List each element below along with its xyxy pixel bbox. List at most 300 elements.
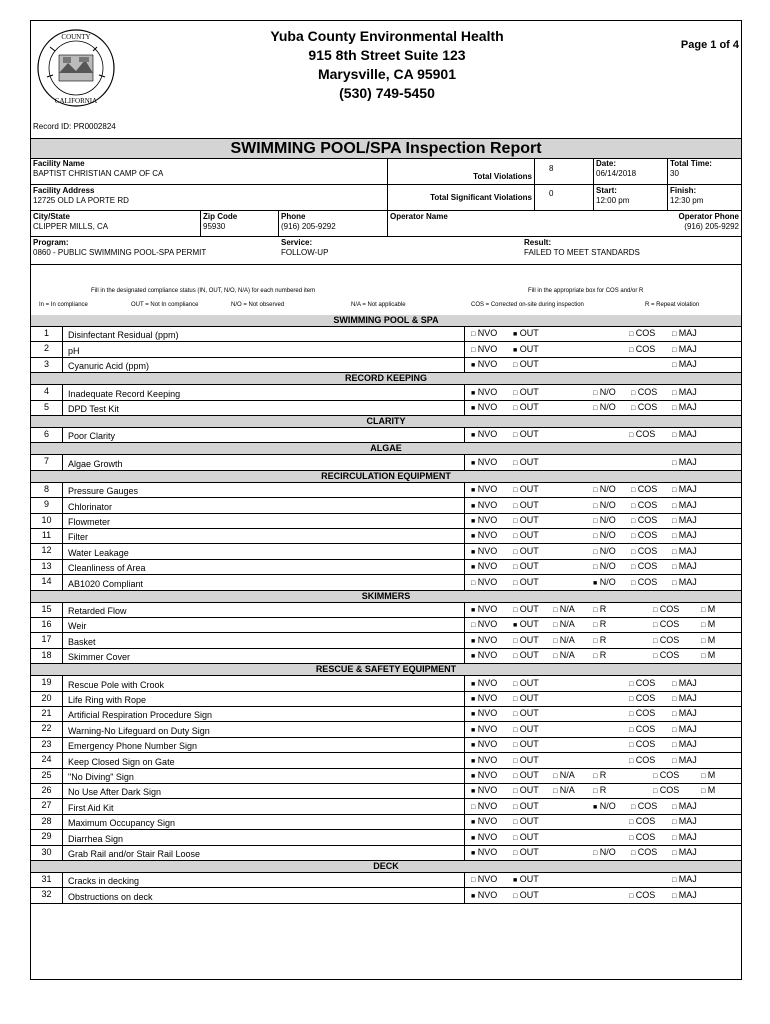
empty-square-icon: □ [513,389,518,397]
out-checkbox[interactable] [513,678,539,690]
maj-checkbox[interactable] [672,577,697,589]
maj-checkbox[interactable] [672,693,697,705]
out-checkbox[interactable] [513,890,539,902]
cos-checkbox[interactable] [629,429,655,441]
empty-square-icon: □ [631,502,636,510]
nvo-checkbox[interactable] [471,619,497,631]
out-checkbox[interactable] [513,561,539,573]
empty-square-icon: □ [701,653,706,661]
out-checkbox[interactable] [513,359,539,371]
out-checkbox[interactable] [513,429,539,441]
item-description: First Aid Kit [68,802,114,813]
result: FAILED TO MEET STANDARDS [524,248,640,257]
sig-violations: 0 [549,189,554,198]
na-checkbox[interactable] [553,650,575,662]
out-checkbox[interactable] [513,619,539,631]
inspection-row [31,722,741,737]
empty-square-icon: □ [513,834,518,842]
maj-checkbox[interactable] [672,359,697,371]
na-checkbox-label: N/A [557,619,575,630]
phone: (916) 205-9292 [281,222,336,231]
empty-square-icon: □ [629,892,634,900]
nvo-checkbox-label: NVO [475,386,498,397]
out-checkbox-label: OUT [517,530,539,541]
out-checkbox[interactable] [513,801,539,813]
out-checkbox[interactable] [513,693,539,705]
inspection-row [31,498,741,513]
city: CLIPPER MILLS, CA [33,222,109,231]
out-checkbox-label: OUT [517,456,539,467]
nvo-checkbox-label: NVO [475,484,498,495]
no-checkbox-label: N/O [597,846,616,857]
cos-checkbox[interactable] [631,577,657,589]
item-description: pH [68,345,80,356]
nvo-checkbox[interactable] [471,546,497,558]
na-checkbox[interactable] [553,619,575,631]
legend-right: Fill in the appropriate box for COS and/or R [528,288,644,294]
m-checkbox-label: M [705,603,716,614]
inspection-row [31,815,741,830]
maj-checkbox[interactable] [672,515,697,527]
out-checkbox-label: OUT [517,328,539,339]
out-checkbox-label: OUT [517,429,539,440]
cos-checkbox[interactable] [629,724,655,736]
empty-square-icon: □ [631,389,636,397]
empty-square-icon: □ [471,331,476,339]
out-checkbox[interactable] [513,724,539,736]
no-checkbox[interactable] [593,402,616,414]
nvo-checkbox[interactable] [471,577,497,589]
empty-square-icon: □ [672,742,677,750]
inspection-row [31,401,741,416]
no-checkbox-label: N/O [597,530,616,541]
empty-square-icon: □ [513,849,518,857]
nvo-checkbox-label: NVO [475,530,498,541]
empty-square-icon: □ [701,622,706,630]
empty-square-icon: □ [672,711,677,719]
nvo-checkbox[interactable] [471,484,497,496]
item-number: 12 [31,544,63,558]
finish-cell [668,185,741,211]
maj-checkbox[interactable] [672,546,697,558]
nvo-checkbox[interactable] [471,650,497,662]
maj-checkbox-label: MAJ [676,545,697,556]
no-checkbox[interactable] [593,387,616,399]
nvo-checkbox[interactable] [471,678,497,690]
r-checkbox[interactable] [593,635,606,647]
maj-checkbox-label: MAJ [676,484,697,495]
m-checkbox[interactable] [701,650,715,662]
empty-square-icon: □ [672,834,677,842]
out-checkbox-label: OUT [517,723,539,734]
maj-checkbox[interactable] [672,816,697,828]
item-description: Weir [68,621,87,632]
cos-checkbox[interactable] [629,708,655,720]
operator-label: Operator Name [390,212,448,221]
column-divider [464,692,465,706]
empty-square-icon: □ [513,564,518,572]
column-divider [464,769,465,783]
out-checkbox[interactable] [513,755,539,767]
agency-address-1: 915 8th Street Suite 123 [308,47,466,63]
filled-square-icon: ■ [471,834,476,842]
nvo-checkbox[interactable] [471,561,497,573]
maj-checkbox-label: MAJ [676,739,697,750]
empty-square-icon: □ [629,695,634,703]
inspection-row [31,358,741,373]
empty-square-icon: □ [629,834,634,842]
filled-square-icon: ■ [471,389,476,397]
nvo-checkbox[interactable] [471,457,497,469]
nvo-checkbox[interactable] [471,500,497,512]
out-checkbox[interactable] [513,635,539,647]
maj-checkbox[interactable] [672,708,697,720]
column-divider [464,722,465,736]
item-number: 11 [31,529,63,543]
empty-square-icon: □ [653,622,658,630]
empty-square-icon: □ [629,711,634,719]
out-checkbox[interactable] [513,530,539,542]
cos-checkbox[interactable] [631,500,657,512]
nvo-checkbox[interactable] [471,816,497,828]
maj-checkbox-label: MAJ [676,514,697,525]
out-checkbox-label: OUT [517,359,539,370]
cos-checkbox[interactable] [629,693,655,705]
empty-square-icon: □ [513,803,518,811]
cos-checkbox[interactable] [631,530,657,542]
out-checkbox[interactable] [513,484,539,496]
filled-square-icon: ■ [471,404,476,412]
zip: 95930 [203,222,226,231]
m-checkbox[interactable] [701,635,715,647]
nvo-checkbox[interactable] [471,515,497,527]
legend-out: OUT = Not In compliance [131,302,199,308]
cos-checkbox[interactable] [653,604,679,616]
nvo-checkbox-label: NVO [475,343,498,354]
item-number: 15 [31,603,63,617]
cos-checkbox[interactable] [631,402,657,414]
nvo-checkbox-label: NVO [475,754,498,765]
column-divider [464,498,465,512]
out-checkbox-label: OUT [517,754,539,765]
nvo-checkbox-label: NVO [475,619,498,630]
out-checkbox[interactable] [513,402,539,414]
cos-checkbox[interactable] [629,832,655,844]
empty-square-icon: □ [513,788,518,796]
maj-checkbox[interactable] [672,457,697,469]
maj-checkbox-label: MAJ [676,831,697,842]
maj-checkbox[interactable] [672,328,697,340]
column-divider [464,888,465,902]
nvo-checkbox[interactable] [471,604,497,616]
item-description: No Use After Dark Sign [68,787,162,798]
no-checkbox[interactable] [593,484,616,496]
out-checkbox[interactable] [513,387,539,399]
empty-square-icon: □ [629,331,634,339]
na-checkbox[interactable] [553,785,575,797]
nvo-checkbox[interactable] [471,344,497,356]
no-checkbox-label: N/O [597,561,616,572]
empty-square-icon: □ [513,517,518,525]
empty-square-icon: □ [593,622,598,630]
filled-square-icon: ■ [471,772,476,780]
m-checkbox[interactable] [701,770,715,782]
empty-square-icon: □ [629,819,634,827]
out-checkbox[interactable] [513,604,539,616]
cos-checkbox[interactable] [653,619,679,631]
out-checkbox-label: OUT [517,692,539,703]
total-time: 30 [670,169,679,178]
maj-checkbox[interactable] [672,739,697,751]
nvo-checkbox[interactable] [471,693,497,705]
m-checkbox[interactable] [701,785,715,797]
cos-checkbox[interactable] [653,635,679,647]
cos-checkbox[interactable] [629,344,655,356]
no-checkbox[interactable] [593,847,616,859]
out-checkbox[interactable] [513,770,539,782]
maj-checkbox[interactable] [672,755,697,767]
item-number: 25 [31,769,63,783]
inspection-row [31,327,741,342]
cos-checkbox[interactable] [631,847,657,859]
out-checkbox[interactable] [513,546,539,558]
inspection-row [31,738,741,753]
na-checkbox[interactable] [553,770,575,782]
empty-square-icon: □ [593,533,598,541]
filled-square-icon: ■ [593,579,598,587]
program: 0860 - PUBLIC SWIMMING POOL-SPA PERMIT [33,248,207,257]
nvo-checkbox[interactable] [471,739,497,751]
empty-square-icon: □ [513,606,518,614]
filled-square-icon: ■ [471,564,476,572]
r-checkbox[interactable] [593,770,606,782]
out-checkbox-label: OUT [517,545,539,556]
m-checkbox[interactable] [701,619,715,631]
maj-checkbox[interactable] [672,561,697,573]
cos-checkbox[interactable] [653,650,679,662]
r-checkbox[interactable] [593,785,606,797]
service-cell [279,237,522,265]
nvo-checkbox[interactable] [471,724,497,736]
column-divider [464,815,465,829]
nvo-checkbox[interactable] [471,770,497,782]
maj-checkbox[interactable] [672,484,697,496]
out-checkbox[interactable] [513,816,539,828]
total-time-cell [668,158,741,185]
cos-checkbox[interactable] [653,770,679,782]
cos-checkbox-label: COS [635,846,658,857]
out-checkbox[interactable] [513,874,539,886]
cos-checkbox-label: COS [633,708,656,719]
cos-checkbox[interactable] [629,328,655,340]
empty-square-icon: □ [629,680,634,688]
nvo-checkbox[interactable] [471,387,497,399]
empty-square-icon: □ [672,579,677,587]
maj-checkbox[interactable] [672,500,697,512]
maj-checkbox[interactable] [672,402,697,414]
nvo-checkbox[interactable] [471,402,497,414]
item-number: 6 [31,428,63,442]
cos-checkbox[interactable] [631,515,657,527]
maj-checkbox[interactable] [672,847,697,859]
cos-checkbox-label: COS [657,634,680,645]
item-number: 10 [31,514,63,528]
out-checkbox[interactable] [513,739,539,751]
m-checkbox[interactable] [701,604,715,616]
empty-square-icon: □ [593,653,598,661]
phone-label: Phone [281,212,306,221]
empty-square-icon: □ [513,459,518,467]
column-divider [464,707,465,721]
start-cell [594,185,668,211]
result-cell [522,237,741,265]
no-checkbox[interactable] [593,546,616,558]
maj-checkbox-label: MAJ [676,456,697,467]
cos-checkbox[interactable] [631,387,657,399]
nvo-checkbox[interactable] [471,635,497,647]
item-description: Artificial Respiration Procedure Sign [68,710,213,721]
nvo-checkbox[interactable] [471,890,497,902]
na-checkbox[interactable] [553,635,575,647]
cos-checkbox[interactable] [631,484,657,496]
cos-checkbox[interactable] [629,739,655,751]
nvo-checkbox[interactable] [471,755,497,767]
empty-square-icon: □ [631,487,636,495]
nvo-checkbox[interactable] [471,874,497,886]
empty-square-icon: □ [553,606,558,614]
out-checkbox-label: OUT [517,386,539,397]
cos-checkbox[interactable] [629,816,655,828]
out-checkbox-label: OUT [517,514,539,525]
item-number: 1 [31,327,63,341]
filled-square-icon: ■ [471,653,476,661]
maj-checkbox[interactable] [672,530,697,542]
r-checkbox[interactable] [593,604,606,616]
maj-checkbox[interactable] [672,801,697,813]
maj-checkbox[interactable] [672,429,697,441]
cos-checkbox-label: COS [657,769,680,780]
out-checkbox-label: OUT [517,561,539,572]
item-description: Rescue Pole with Crook [68,679,165,690]
maj-checkbox-label: MAJ [676,692,697,703]
cos-checkbox[interactable] [631,561,657,573]
nvo-checkbox[interactable] [471,429,497,441]
date-label: Date: [596,159,617,168]
svg-text:CALIFORNIA: CALIFORNIA [54,97,98,105]
maj-checkbox[interactable] [672,724,697,736]
facility-address: 12725 OLD LA PORTE RD [33,196,129,205]
item-number: 30 [31,846,63,860]
out-checkbox[interactable] [513,650,539,662]
out-checkbox[interactable] [513,457,539,469]
cos-checkbox[interactable] [629,890,655,902]
cos-checkbox[interactable] [629,678,655,690]
no-checkbox[interactable] [593,561,616,573]
nvo-checkbox[interactable] [471,708,497,720]
out-checkbox[interactable] [513,577,539,589]
empty-square-icon: □ [593,548,598,556]
empty-square-icon: □ [513,726,518,734]
item-number: 2 [31,342,63,356]
legend-na: N/A = Not applicable [351,302,406,308]
maj-checkbox[interactable] [672,890,697,902]
r-checkbox[interactable] [593,619,606,631]
no-checkbox[interactable] [593,577,616,589]
maj-checkbox-label: MAJ [676,343,697,354]
cos-checkbox[interactable] [631,801,657,813]
maj-checkbox[interactable] [672,387,697,399]
nvo-checkbox-label: NVO [475,831,498,842]
nvo-checkbox[interactable] [471,801,497,813]
cos-checkbox[interactable] [629,755,655,767]
maj-checkbox-label: MAJ [676,499,697,510]
empty-square-icon: □ [513,892,518,900]
svg-text:COUNTY: COUNTY [61,33,91,41]
na-checkbox[interactable] [553,604,575,616]
empty-square-icon: □ [672,877,677,885]
r-checkbox-label: R [597,619,607,630]
no-checkbox[interactable] [593,500,616,512]
cos-checkbox[interactable] [653,785,679,797]
item-number: 32 [31,888,63,902]
nvo-checkbox[interactable] [471,785,497,797]
column-divider [464,799,465,813]
item-description: Emergency Phone Number Sign [68,741,198,752]
maj-checkbox[interactable] [672,874,697,886]
filled-square-icon: ■ [471,726,476,734]
service-label: Service: [281,238,313,247]
maj-checkbox[interactable] [672,832,697,844]
inspection-report-page [30,20,742,980]
nvo-checkbox[interactable] [471,832,497,844]
nvo-checkbox[interactable] [471,359,497,371]
nvo-checkbox[interactable] [471,328,497,340]
nvo-checkbox[interactable] [471,530,497,542]
total-violations-cell [535,158,594,185]
empty-square-icon: □ [701,772,706,780]
out-checkbox[interactable] [513,785,539,797]
r-checkbox-label: R [597,769,607,780]
operator-phone: (916) 205-9292 [684,222,739,231]
maj-checkbox-label: MAJ [676,800,697,811]
no-checkbox-label: N/O [597,576,616,587]
no-checkbox[interactable] [593,530,616,542]
filled-square-icon: ■ [471,892,476,900]
maj-checkbox[interactable] [672,344,697,356]
no-checkbox[interactable] [593,515,616,527]
nvo-checkbox[interactable] [471,847,497,859]
finish-time: 12:30 pm [670,196,704,205]
empty-square-icon: □ [553,637,558,645]
out-checkbox[interactable] [513,344,539,356]
column-divider [464,676,465,690]
maj-checkbox[interactable] [672,678,697,690]
filled-square-icon: ■ [471,533,476,541]
cos-checkbox[interactable] [631,546,657,558]
item-description: Cleanliness of Area [68,563,146,574]
out-checkbox[interactable] [513,708,539,720]
out-checkbox[interactable] [513,328,539,340]
no-checkbox[interactable] [593,801,616,813]
out-checkbox[interactable] [513,847,539,859]
out-checkbox[interactable] [513,832,539,844]
out-checkbox[interactable] [513,500,539,512]
total-violations-label-cell [388,158,535,185]
out-checkbox[interactable] [513,515,539,527]
cos-checkbox-label: COS [657,650,680,661]
r-checkbox[interactable] [593,650,606,662]
out-checkbox-label: OUT [517,401,539,412]
